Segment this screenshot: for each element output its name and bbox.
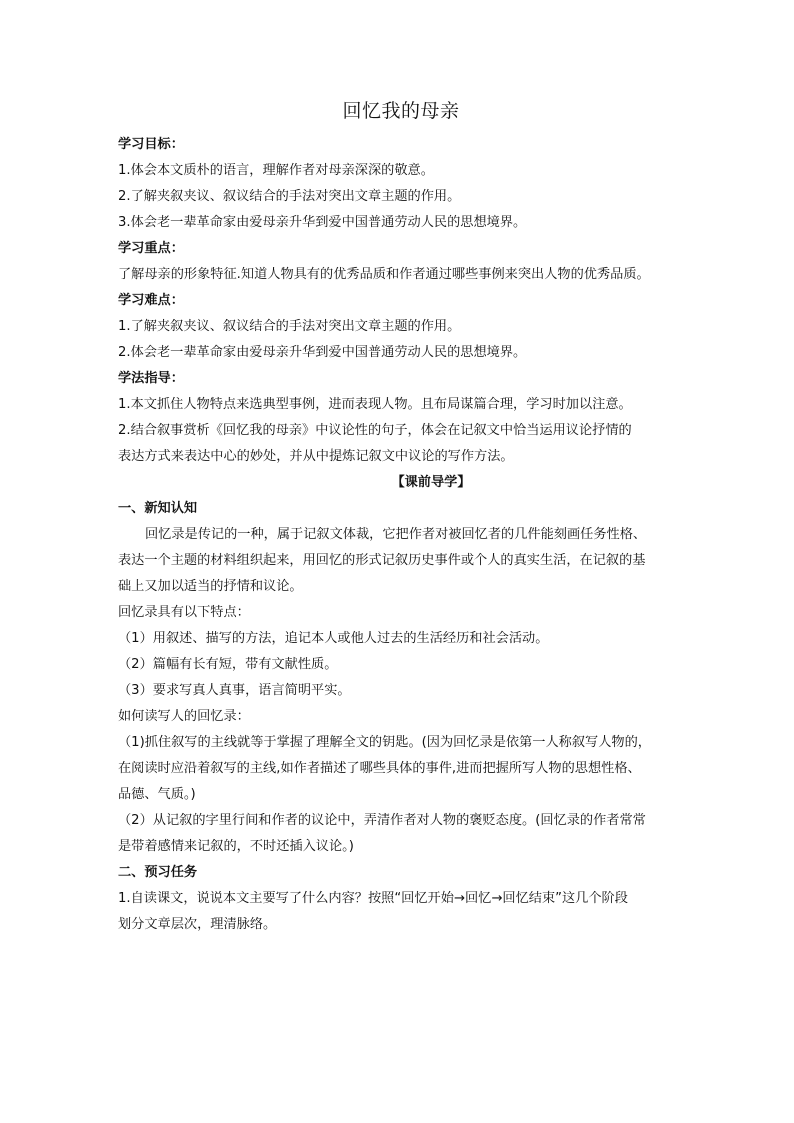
focus-heading: 学习重点： (118, 241, 184, 256)
task-line: 划分文章层次，理清脉络。 (118, 917, 277, 932)
howto-line: （2）从记叙的字里行间和作者的议论中，弄清作者对人物的褒贬态度。(回忆录的作者常常 (118, 813, 646, 828)
howto-line: 在阅读时应沿着叙写的主线,如作者描述了哪些具体的事件,进而把握所写人物的思想性格、 (118, 761, 641, 776)
howto-line: 是带着感情来记叙的，不时还插入议论。) (118, 839, 354, 854)
goal-item: 2.了解夹叙夹议、叙议结合的手法对突出文章主题的作用。 (118, 189, 461, 204)
paragraph-line: 础上又加以适当的抒情和议论。 (118, 579, 303, 594)
document-content (118, 96, 684, 938)
section1-heading: 一、新知认知 (118, 501, 198, 516)
method-heading: 学法指导： (118, 371, 184, 386)
document-title: 回忆我的母亲 (342, 100, 460, 122)
task-line: 1.自读课文，说说本文主要写了什么内容？按照“回忆开始→回忆→回忆结束”这几个阶段 (118, 891, 628, 906)
focus-text: 了解母亲的形象特征.知道人物具有的优秀品质和作者通过哪些事例来突出人物的优秀品质。 (118, 267, 650, 282)
howto-line: 品德、气质。) (118, 787, 196, 802)
features-intro: 回忆录具有以下特点： (118, 605, 250, 620)
howto-line: （1)抓住叙写的主线就等于掌握了理解全文的钥匙。(因为回忆录是依第一人称叙写人物的， (118, 735, 651, 750)
difficulty-heading: 学习难点： (118, 293, 184, 308)
method-item: 2.结合叙事赏析《回忆我的母亲》中议论性的句子，体会在记叙文中恰当运用议论抒情的 (118, 423, 632, 438)
feature-item: （1）用叙述、描写的方法，追记本人或他人过去的生活经历和社会活动。 (118, 631, 549, 646)
goal-item: 3.体会老一辈革命家由爱母亲升华到爱中国普通劳动人民的思想境界。 (118, 215, 527, 230)
feature-item: （2）篇幅有长有短，带有文献性质。 (118, 657, 338, 672)
goals-heading: 学习目标： (118, 137, 184, 152)
paragraph-line: 回忆录是传记的一种，属于记叙文体裁，它把作者对被回忆者的几件能刻画任务性格、 (145, 527, 647, 542)
goal-item: 1.体会本文质朴的语言，理解作者对母亲深深的敬意。 (118, 163, 434, 178)
preview-section-title: 【课前导学】 (391, 475, 471, 490)
section2-heading: 二、预习任务 (118, 865, 198, 880)
howto-intro: 如何读写人的回忆录： (118, 709, 250, 724)
difficulty-item: 2.体会老一辈革命家由爱母亲升华到爱中国普通劳动人民的思想境界。 (118, 345, 527, 360)
paragraph-line: 表达一个主题的材料组织起来，用回忆的形式记叙历史事件或个人的真实生活，在记叙的基 (118, 553, 646, 568)
difficulty-item: 1.了解夹叙夹议、叙议结合的手法对突出文章主题的作用。 (118, 319, 461, 334)
method-item: 1.本文抓住人物特点来选典型事例，进而表现人物。且布局谋篇合理，学习时加以注意。 (118, 397, 632, 412)
feature-item: （3）要求写真人真事，语言简明平实。 (118, 683, 351, 698)
method-item: 表达方式来表达中心的妙处，并从中提炼记叙文中议论的写作方法。 (118, 449, 514, 464)
